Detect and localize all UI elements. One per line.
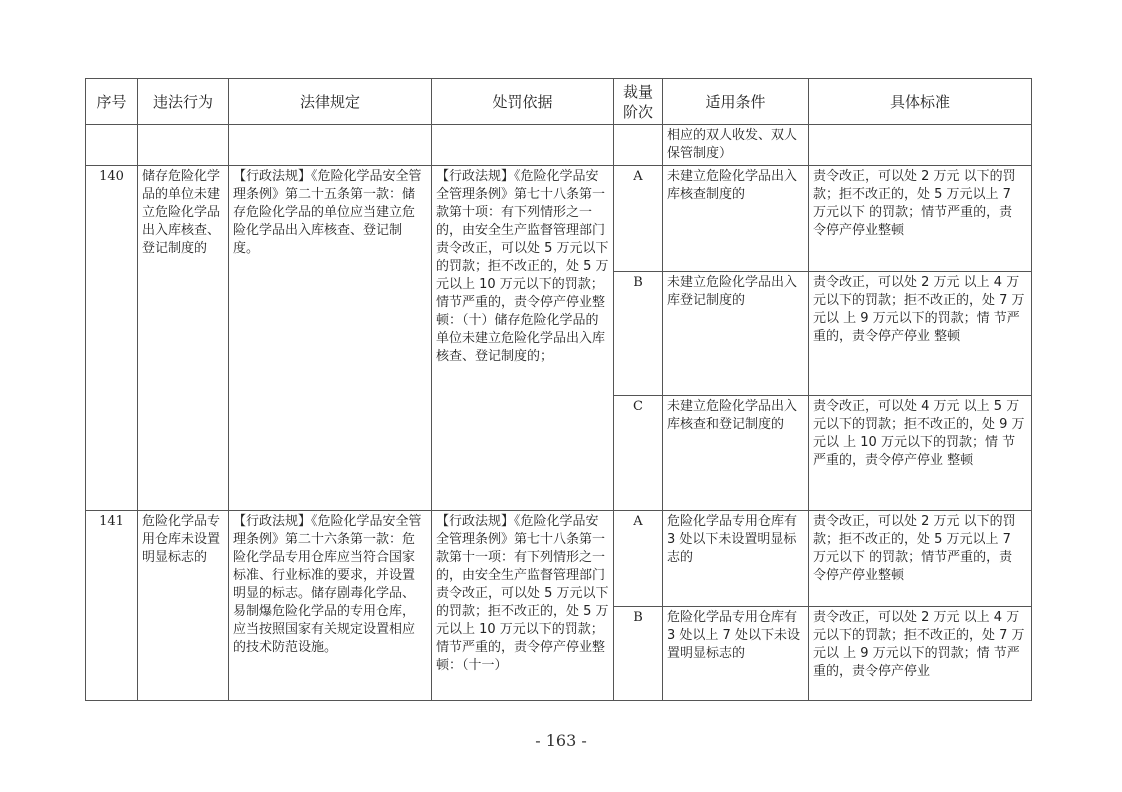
standard-text: 责令改正，可以处 2 万元 以上 4 万元以下的罚款；拒不改正的，处 7 万元以 上 9 万元以下的罚款；情 节严重的，责令停产停业 [809, 607, 1032, 701]
condition-text: 未建立危险化学品出入库登记制度的 [663, 272, 809, 396]
condition-text: 危险化学品专用仓库有 3 处以上 7 处以下未设置明显标志的 [663, 607, 809, 701]
standard-text: 责令改正，可以处 4 万元 以上 5 万元以下的罚款；拒不改正的，处 9 万元以 上 10 万元以下的罚款；情 节严重的，责令停产停业 整顿 [809, 396, 1032, 511]
header-no: 序号 [86, 79, 138, 125]
level-badge: B [614, 272, 663, 396]
item-number: 141 [86, 511, 138, 701]
condition-text: 危险化学品专用仓库有 3 处以下未设置明显标志的 [663, 511, 809, 607]
condition-text: 未建立危险化学品出入库核查和登记制度的 [663, 396, 809, 511]
standard-text: 责令改正，可以处 2 万元 以下的罚款；拒不改正的，处 5 万元以上 7 万元以下 的罚款；情节严重的，责 令停产停业整顿 [809, 511, 1032, 607]
header-level: 裁量阶次 [614, 79, 663, 125]
header-violation: 违法行为 [138, 79, 229, 125]
header-penalty-basis: 处罚依据 [432, 79, 614, 125]
level-badge: A [614, 166, 663, 272]
cont-basis-cell [432, 125, 614, 166]
level-badge: B [614, 607, 663, 701]
cont-level-cell [614, 125, 663, 166]
cont-standard-cell [809, 125, 1032, 166]
cont-violation-cell [138, 125, 229, 166]
header-standard: 具体标准 [809, 79, 1032, 125]
penalty-discretion-table [85, 78, 1032, 701]
cont-condition-cell: 相应的双人收发、双人保管制度） [663, 125, 809, 166]
table-row [86, 166, 1032, 272]
violation-text: 储存危险化学品的单位未建立危险化学品出入库核查、登记制度的 [138, 166, 229, 511]
penalty-basis-text: 【行政法规】《危险化学品安全管理条例》第七十八条第一款第十一项：有下列情形之一的，由安全生产监督管理部门责令改正，可以处 5 万元以下的罚款；拒不改正的，处 5 万元以上 10 万元以下的罚款；情节严重的，责令停产停业整顿：（十一） [432, 511, 614, 701]
header-law: 法律规定 [229, 79, 432, 125]
table-row [86, 511, 1032, 607]
item-number: 140 [86, 166, 138, 511]
level-badge: C [614, 396, 663, 511]
law-text: 【行政法规】《危险化学品安全管理条例》第二十六条第一款：危险化学品专用仓库应当符合国家标准、行业标准的要求，并设置明显的标志。储存剧毒化学品、易制爆危险化学品的专用仓库，应当按照国家有关规定设置相应的技术防范设施。 [229, 511, 432, 701]
level-badge: A [614, 511, 663, 607]
cont-law-cell [229, 125, 432, 166]
condition-text: 未建立危险化学品出入库核查制度的 [663, 166, 809, 272]
standard-text: 责令改正，可以处 2 万元 以上 4 万元以下的罚款；拒不改正的，处 7 万元以 上 9 万元以下的罚款；情 节严重的，责令停产停业 整顿 [809, 272, 1032, 396]
continuation-row [86, 125, 1032, 166]
penalty-basis-text: 【行政法规】《危险化学品安全管理条例》第七十八条第一款第十项：有下列情形之一的，由安全生产监督管理部门责令改正，可以处 5 万元以下的罚款；拒不改正的，处 5 万元以上 10 万元以下的罚款；情节严重的，责令停产停业整顿：（十）储存危险化学品的单位未建立危险化学品出入库核查、登记制度的； [432, 166, 614, 511]
page-number: - 163 - [535, 731, 587, 750]
header-condition: 适用条件 [663, 79, 809, 125]
cont-no-cell [86, 125, 138, 166]
law-text: 【行政法规】《危险化学品安全管理条例》第二十五条第一款：储存危险化学品的单位应当建立危险化学品出入库核查、登记制度。 [229, 166, 432, 511]
header-row [86, 79, 1032, 125]
violation-text: 危险化学品专用仓库未设置明显标志的 [138, 511, 229, 701]
standard-text: 责令改正，可以处 2 万元 以下的罚款；拒不改正的，处 5 万元以上 7 万元以下 的罚款；情节严重的，责 令停产停业整顿 [809, 166, 1032, 272]
